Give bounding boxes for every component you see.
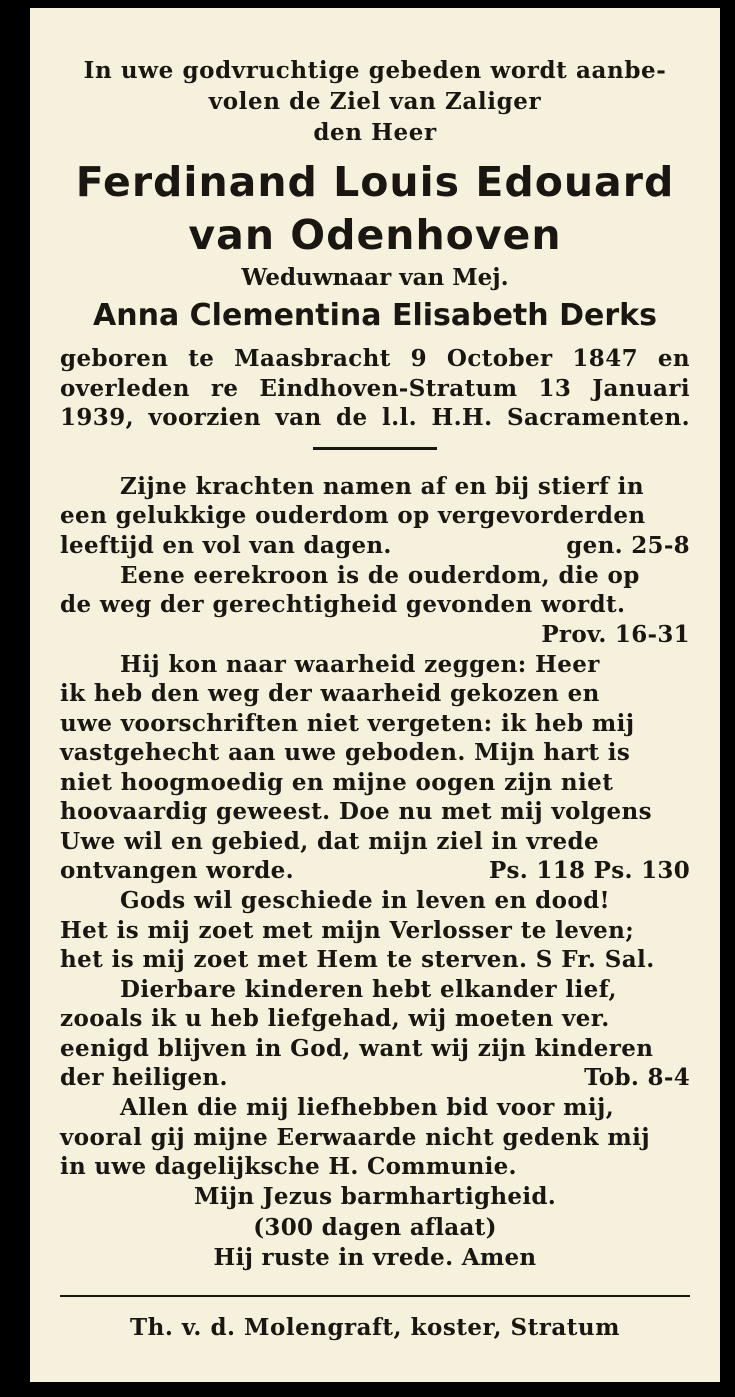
scripture-reference: Tob. 8-4	[584, 1064, 690, 1092]
verse-line: Allen die mij liefhebben bid voor mij,	[120, 1094, 615, 1122]
intro-line-1: In uwe godvruchtige gebeden wordt aanbe-	[83, 57, 667, 84]
verse-text: leeftijd en vol van dagen.	[60, 531, 392, 559]
verse-text: ontvangen worde.	[60, 857, 294, 885]
deceased-name	[60, 156, 690, 262]
scripture-reference: Ps. 118 Ps. 130	[488, 857, 690, 885]
life-dates	[60, 344, 690, 433]
deceased-name-line-2: van Odenhoven	[188, 211, 562, 259]
printer-credit: Th. v. d. Molengraft, koster, Stratum	[130, 1313, 620, 1341]
memorial-card	[30, 8, 720, 1382]
closing-line: (300 dagen aflaat)	[253, 1213, 497, 1241]
verse-line: Eene eerekroon is de ouderdom, die op	[120, 561, 640, 589]
verse-line: uwe voorschriften niet vergeten: ik heb mij	[60, 709, 635, 737]
scripture-reference: gen. 25-8	[566, 531, 690, 559]
verse-line-with-ref	[60, 856, 690, 886]
verse-line: Hij kon naar waarheid zeggen: Heer	[120, 650, 600, 678]
verse-line: vooral gij mijne Eerwaarde nicht gedenk mij	[60, 1123, 650, 1151]
life-line-3: 1939, voorzien van de l.l. H.H. Sacramenten.	[60, 404, 690, 431]
verse-line: het is mij zoet met Hem te sterven. S Fr. Sal.	[60, 946, 655, 974]
verse-line: Dierbare kinderen hebt elkander lief,	[120, 975, 617, 1003]
closing-line: Hij ruste in vrede. Amen	[213, 1243, 537, 1271]
verse-line-with-ref	[60, 1063, 690, 1093]
life-line-1: geboren te Maasbracht 9 October 1847 en	[60, 345, 690, 372]
verse-line: eenigd blijven in God, want wij zijn kinderen	[60, 1034, 654, 1062]
verse-text: der heiligen.	[60, 1064, 228, 1092]
section-divider	[313, 447, 437, 450]
intro-text	[60, 55, 690, 148]
footer-divider	[60, 1295, 690, 1297]
life-line-2: overleden re Eindhoven-Stratum 13 Januari	[60, 374, 690, 402]
verse-line: Uwe wil en gebied, dat mijn ziel in vrede	[60, 827, 600, 855]
verse-line: ik heb den weg der waarheid gekozen en	[60, 680, 600, 708]
scripture-reference: Prov. 16-31	[541, 620, 690, 648]
verse-line: een gelukkige ouderdom op vergevorderden	[60, 502, 646, 529]
widower-of: Weduwnaar van Mej.	[241, 264, 509, 291]
verse-line: hoovaardig geweest. Doe nu met mij volgens	[60, 798, 652, 826]
verse-line: niet hoogmoedig en mijne oogen zijn niet	[60, 768, 614, 796]
verse-line: in uwe dagelijksche H. Communie.	[60, 1153, 517, 1181]
verse-line-with-ref	[60, 531, 690, 561]
verse-line: Gods wil geschiede in leven en dood!	[120, 887, 611, 915]
verses-block	[60, 472, 690, 1273]
verse-line: Zijne krachten namen af en bij stierf in	[120, 472, 644, 500]
verse-line: zooals ik u heb liefgehad, wij moeten ver.	[60, 1005, 610, 1033]
verse-line: Het is mij zoet met mijn Verlosser te leven;	[60, 916, 635, 944]
closing-line: Mijn Jezus barmhartigheid.	[193, 1183, 557, 1211]
verse-line: de weg der gerechtigheid gevonden wordt.	[60, 591, 626, 619]
verse-line: vastgehecht aan uwe geboden. Mijn hart is	[60, 739, 631, 767]
intro-line-2: volen de Ziel van Zaliger	[208, 88, 542, 115]
deceased-name-line-1: Ferdinand Louis Edouard	[75, 158, 675, 206]
spouse-name: Anna Clementina Elisabeth Derks	[93, 298, 657, 333]
intro-line-3: den Heer	[313, 119, 437, 146]
